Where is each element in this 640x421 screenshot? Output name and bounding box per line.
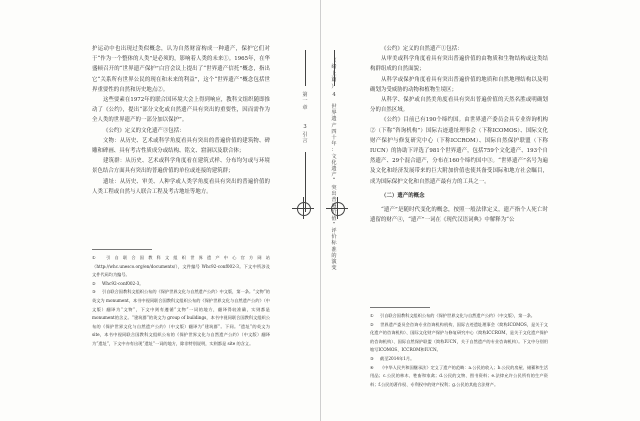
- right-title-char: 标: [331, 240, 337, 247]
- right-footnote-number: ①: [370, 313, 374, 318]
- left-section-char: 引: [302, 132, 308, 138]
- right-runner-char: 绪: [331, 64, 337, 71]
- right-title-char: ”: [332, 221, 336, 228]
- left-paragraph: 建筑群：从历史、艺术或科学角度看在建筑式样、分布均匀或与环境景色结合方面具有突出的普遍价值的单位或连接的建筑群；: [92, 158, 270, 175]
- right-runner-char: 上: [331, 70, 337, 77]
- right-footnote: [370, 321, 548, 355]
- right-title-char: 遗: [331, 166, 337, 173]
- right-book-title-runner: [330, 104, 338, 271]
- left-footnote: [92, 254, 270, 280]
- registration-tick-right: [337, 197, 338, 219]
- left-runner-char: 一: [302, 98, 308, 105]
- right-footnote-text: 《中华人民共和国继承法》定义了遗产的范畴：a.公民的收入；b.公民的房屋、储蓄和生活用品；c.公民的林木、牲畜和家禽；d.公民的文物、图书资料；e.法律允许公民所有的生产资料；f.公民的著作权、专利权中的财产权利；g.公民的其他合法财产。: [370, 364, 548, 387]
- right-runner-char: 篇: [331, 77, 337, 84]
- right-title-char: 变: [331, 265, 337, 272]
- right-paragraph: “遗产”是随时代变化的概念，按照一般法律定义，遗产指个人死亡时遗留的财产④，“遗产”一词在《现代汉语词典》中解释为“公: [370, 207, 548, 224]
- left-paragraph: 遗址：从历史、审美、人种学或人类学角度看具有突出的普遍价值的人类工程或自然与人联合工程及考古地址等地方。: [92, 178, 270, 195]
- right-title-char: 突: [331, 184, 337, 191]
- book-fold: [320, 0, 321, 421]
- registration-tick-left: [303, 197, 304, 219]
- right-footnote-number: ④: [370, 364, 374, 370]
- right-footnotes: [370, 312, 548, 389]
- right-title-char: “: [332, 178, 336, 185]
- right-title-char: 四: [331, 128, 337, 135]
- right-title-char: 评: [331, 228, 337, 235]
- right-title-char: 年: [331, 141, 337, 148]
- right-title-char: 准: [331, 246, 337, 253]
- right-title-char: 出: [331, 190, 337, 197]
- right-part-runner: [330, 58, 338, 90]
- right-title-char: 价: [331, 234, 337, 241]
- right-title-char: 世: [331, 104, 337, 110]
- right-footnote-text: 引自联合国教科文组织公布的《保护世界文化与自然遗产公约》（中文版），第一条。: [380, 313, 535, 318]
- right-body-text: [370, 44, 548, 225]
- right-paragraph: 《公约》定义的自然遗产①包括：: [381, 46, 463, 52]
- right-title-char: 界: [331, 110, 337, 117]
- right-footnote: [370, 312, 548, 321]
- right-footnote: [370, 364, 548, 390]
- left-footnote-text: 引自联合国教科文组织世界遗产中心官方网站（http://whc.unesco.org/en/documents/），文件编号 Whc92-conf002-3。下文中所涉及文件代码均为编号。: [92, 255, 270, 278]
- left-footnote-number: ①: [92, 255, 96, 260]
- right-footnote: [370, 355, 548, 364]
- left-body-text: [92, 44, 270, 197]
- left-paragraph: 文物：从历史、艺术或科学角度看具有突出的普遍价值的建筑物、碑雕和碑画、具有考古性质成分或结构、铭文、窟洞以及联合体；: [92, 137, 270, 155]
- right-runner-char: ）: [331, 83, 337, 90]
- left-footnote: [92, 280, 270, 289]
- left-footnote-rule: [92, 249, 152, 250]
- left-runner-rule-top: [305, 50, 306, 86]
- right-footnote-number: ③: [370, 355, 374, 361]
- right-footnote-number: ②: [370, 321, 374, 327]
- right-footnote-rule: [370, 307, 430, 308]
- left-footnote: [92, 288, 270, 348]
- left-page-number: 3: [303, 124, 307, 130]
- right-paragraph: 从审美或科学角度看具有突出普遍价值的由物质和生物结构或这类结构群组成的自然面貌；: [370, 56, 548, 73]
- right-paragraph: 从科学或保护角度看具有突出普遍价值的地质和自然地理结构以及明确划为受威胁的动物和植物生境区；: [370, 76, 548, 93]
- right-title-char: 遍: [331, 203, 337, 210]
- right-title-char: 演: [331, 259, 337, 266]
- registration-mark-right: [331, 202, 345, 216]
- registration-mark-left: [297, 202, 311, 216]
- right-runner-char: （: [331, 58, 337, 64]
- left-paragraph: 护运动中也出现过类似概念，认为自然财富构成一种遗产，保护它们对于“作为一个整体的人类”是必须的，影响着人类的未来①。1965年，在华盛顿召开的“世界遗产保护”白宫会议上提出了“世界遗产信托”概念，指出它“关系所有世界公民的现在和未来的利益”，这个“世界遗产”概念包括世界重要性的自然和历史地点②。: [92, 46, 270, 93]
- right-page: [320, 0, 640, 421]
- left-chapter-runner: [301, 92, 309, 111]
- left-runner-char: 章: [302, 104, 308, 111]
- right-title-char: 遗: [331, 116, 337, 123]
- right-title-char: 价: [331, 209, 337, 216]
- left-footnote-text: Whc92-conf002-3。: [102, 280, 144, 286]
- right-title-char: 值: [331, 215, 337, 222]
- right-title-char: 的: [331, 252, 337, 259]
- left-footnote-number: ②: [92, 280, 96, 286]
- right-title-char: 十: [331, 135, 337, 142]
- left-runner-char: 第: [302, 92, 308, 98]
- right-title-char: 普: [331, 197, 337, 204]
- right-paragraph: 《公约》目前已有190个缔约国。由世界遗产委员会具专业咨询机构②（下称“咨询机构”）国际古迹遗址理事会（下称ICOMOS）、国际文化财产保护与修复研究中心（下称ICCROM）、国际自然保护联盟（下称IUCN）的协助下评选了981个世界遗产，包括759个文化遗产、193个自然遗产、29个混合遗产，分布在160个缔约国中③。“世界遗产”名号为遍及文化和经济发展带来的巨大附加价值也使其备受国际和地方社会瞩目，成为国际保护文化和自然遗产最有力的工具之一。: [370, 117, 548, 185]
- left-footnote-number: ③: [92, 289, 96, 295]
- right-page-number: 4: [332, 92, 336, 98]
- right-title-char: ：: [331, 147, 337, 154]
- left-footnotes: [92, 254, 270, 349]
- right-section-heading: （二）遗产的概念: [381, 192, 425, 199]
- right-paragraph: 从科学、保护或自然美角度看具有突出普遍价值的天然名胜或明确划分的自然区域。: [370, 97, 548, 114]
- left-section-runner: [301, 132, 309, 145]
- right-title-char: 产: [331, 122, 337, 129]
- left-paragraph: 《公约》定义的文化遗产③包括：: [103, 127, 185, 134]
- right-footnote-text: 截至2014年1月。: [380, 355, 415, 361]
- right-title-char: 文: [331, 153, 337, 160]
- left-section-char: 言: [302, 138, 308, 145]
- left-footnote-text: 引自联合国教科文组织公布的《保护世界文化与自然遗产公约》中文版，第一条。“文物”的英文为 monument，本书中视同联合国教科文组织公布的《保护世界文化与自然遗产公约》（中文版）翻译为“文物”，下文中则有遵循“文物”一词的地方，翻译得较准确，实则都是 monument的含义。“建筑群”的英文为 group of buildings，本书中视同联合国教科文组织公布的《保护世界文化与自然遗产公约》（中文版）翻译为“建筑群”。下同。“遗址”的英文为 site，本书中视同联合国教科文组织公布的《保护世界文化与自然遗产公约》（中文版）翻译为“遗址”，下文中亦有出现“遗址”一词的地方，除非特别说明，实则都是 site 的含义。: [92, 289, 270, 346]
- right-footnote-text: 世界遗产委员会咨询专业咨询机构机构，国际古迹遗址理事会（简称ICOMOS，是关于文化遗产的咨询机构）、国际文化财产保护与修复研究中心（简称ICCROM，是关于文化遗产保护的咨询机构）、国际自然保护联盟（简称IUCN，关于自然遗产的专业咨询机构）。下文中分别用缩写ICOMOS、ICCROM和IUCN。: [370, 321, 548, 353]
- right-title-char: 产: [331, 172, 337, 179]
- right-title-char: 化: [331, 159, 337, 166]
- left-paragraph: 这些要素在1972年的联合国环境大会上得到响应，教科文组织随即推动了《公约》，提出“部分文化或自然遗产具有突出的重要性，因而需作为全人类的世界遗产的一部分加以保护”。: [92, 97, 270, 124]
